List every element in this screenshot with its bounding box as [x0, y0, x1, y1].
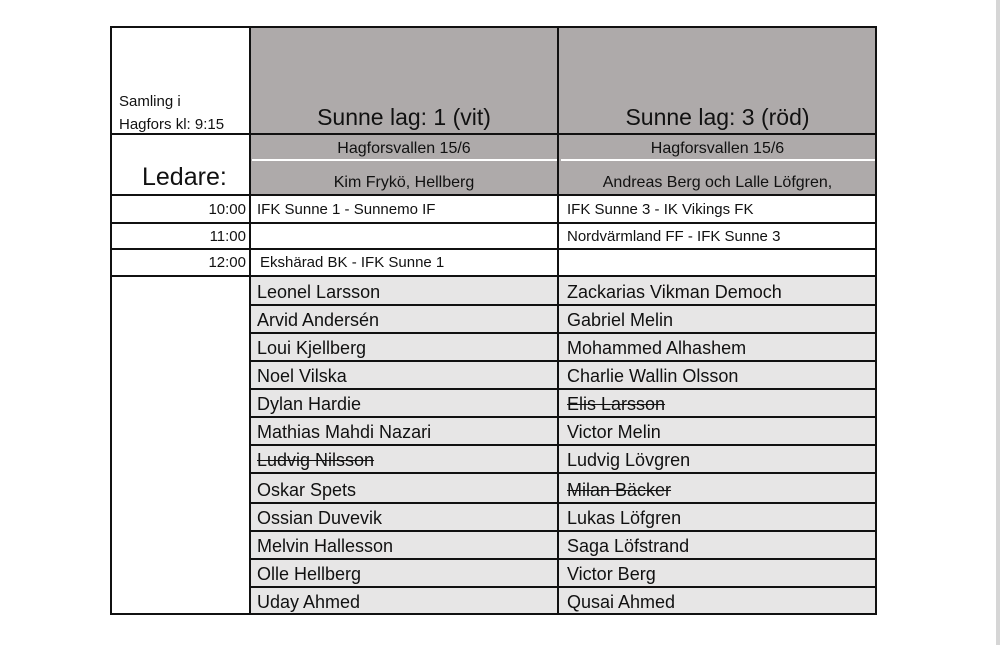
- schedule-match-team1: Ekshärad BK - IFK Sunne 1: [260, 254, 445, 271]
- player-team1: Noel Vilska: [257, 366, 347, 386]
- player-team1: Dylan Hardie: [257, 394, 362, 414]
- page-edge: [996, 0, 1000, 645]
- grid-line: [250, 502, 877, 504]
- team3-leaders: Andreas Berg och Lalle Löfgren,: [602, 174, 833, 191]
- grid-line: [110, 26, 877, 28]
- grid-line: [250, 558, 877, 560]
- grid-line: [110, 133, 877, 135]
- player-team1: Oskar Spets: [257, 480, 357, 500]
- player-team3: Mohammed Alhashem: [567, 338, 747, 358]
- player-team3: Gabriel Melin: [567, 310, 674, 330]
- team1-title: Sunne lag: 1 (vit): [317, 104, 491, 130]
- player-team1: Olle Hellberg: [257, 564, 362, 584]
- grid-line: [250, 586, 877, 588]
- team3-title: Sunne lag: 3 (röd): [625, 104, 810, 130]
- schedule-match-team1: IFK Sunne 1 - Sunnemo IF: [257, 201, 436, 218]
- venue-underline-team3: [561, 159, 875, 161]
- grid-line: [250, 304, 877, 306]
- grid-line: [875, 26, 877, 615]
- schedule-match-team3: Nordvärmland FF - IFK Sunne 3: [567, 228, 781, 245]
- leaders-label: Ledare:: [142, 163, 227, 191]
- venue-underline-team1: [252, 159, 558, 161]
- grid-line: [110, 248, 877, 250]
- player-team1: Loui Kjellberg: [257, 338, 367, 358]
- player-team3: Lukas Löfgren: [567, 508, 682, 528]
- player-team1: Leonel Larsson: [257, 282, 381, 302]
- grid-line: [250, 388, 877, 390]
- schedule-sheet: [110, 26, 877, 615]
- player-team1: Uday Ahmed: [257, 592, 361, 612]
- player-team3: Victor Berg: [567, 564, 656, 584]
- grid-line: [250, 416, 877, 418]
- player-team1-struck: Ludvig Nilsson: [257, 450, 375, 470]
- player-team3: Charlie Wallin Olsson: [567, 366, 739, 386]
- grid-line: [250, 360, 877, 362]
- grid-line: [110, 26, 112, 615]
- schedule-match-team3: IFK Sunne 3 - IK Vikings FK: [567, 201, 754, 218]
- player-team3-struck: Elis Larsson: [567, 394, 666, 414]
- schedule-time: 10:00: [208, 201, 246, 218]
- team3-venue: Hagforsvallen 15/6: [650, 140, 785, 157]
- grid-line: [250, 444, 877, 446]
- team1-venue: Hagforsvallen 15/6: [337, 140, 471, 157]
- player-team3: Victor Melin: [567, 422, 661, 442]
- grid-line: [250, 332, 877, 334]
- assembly-line-2: Hagfors kl: 9:15: [119, 116, 225, 133]
- grid-line: [250, 472, 877, 474]
- grid-line: [250, 530, 877, 532]
- player-team1: Mathias Mahdi Nazari: [257, 422, 432, 442]
- grid-line: [110, 222, 877, 224]
- grid-line: [110, 275, 877, 277]
- grid-line: [249, 26, 251, 615]
- player-team1: Arvid Andersén: [257, 310, 380, 330]
- team1-leaders: Kim Frykö, Hellberg: [333, 174, 475, 191]
- grid-line: [557, 26, 559, 615]
- player-team1: Melvin Hallesson: [257, 536, 394, 556]
- player-team3: Qusai Ahmed: [567, 592, 676, 612]
- player-team3: Zackarias Vikman Democh: [567, 282, 782, 302]
- grid-line: [110, 613, 877, 615]
- schedule-time: 11:00: [209, 228, 246, 245]
- player-team3-struck: Milan Bäcker: [567, 480, 672, 500]
- player-team3: Ludvig Lövgren: [567, 450, 691, 470]
- time-column: [110, 26, 250, 615]
- player-team1: Ossian Duvevik: [257, 508, 383, 528]
- assembly-line-1: Samling i: [119, 93, 181, 110]
- player-team3: Saga Löfstrand: [567, 536, 690, 556]
- grid-line: [110, 194, 877, 196]
- schedule-time: 12:00: [208, 254, 246, 271]
